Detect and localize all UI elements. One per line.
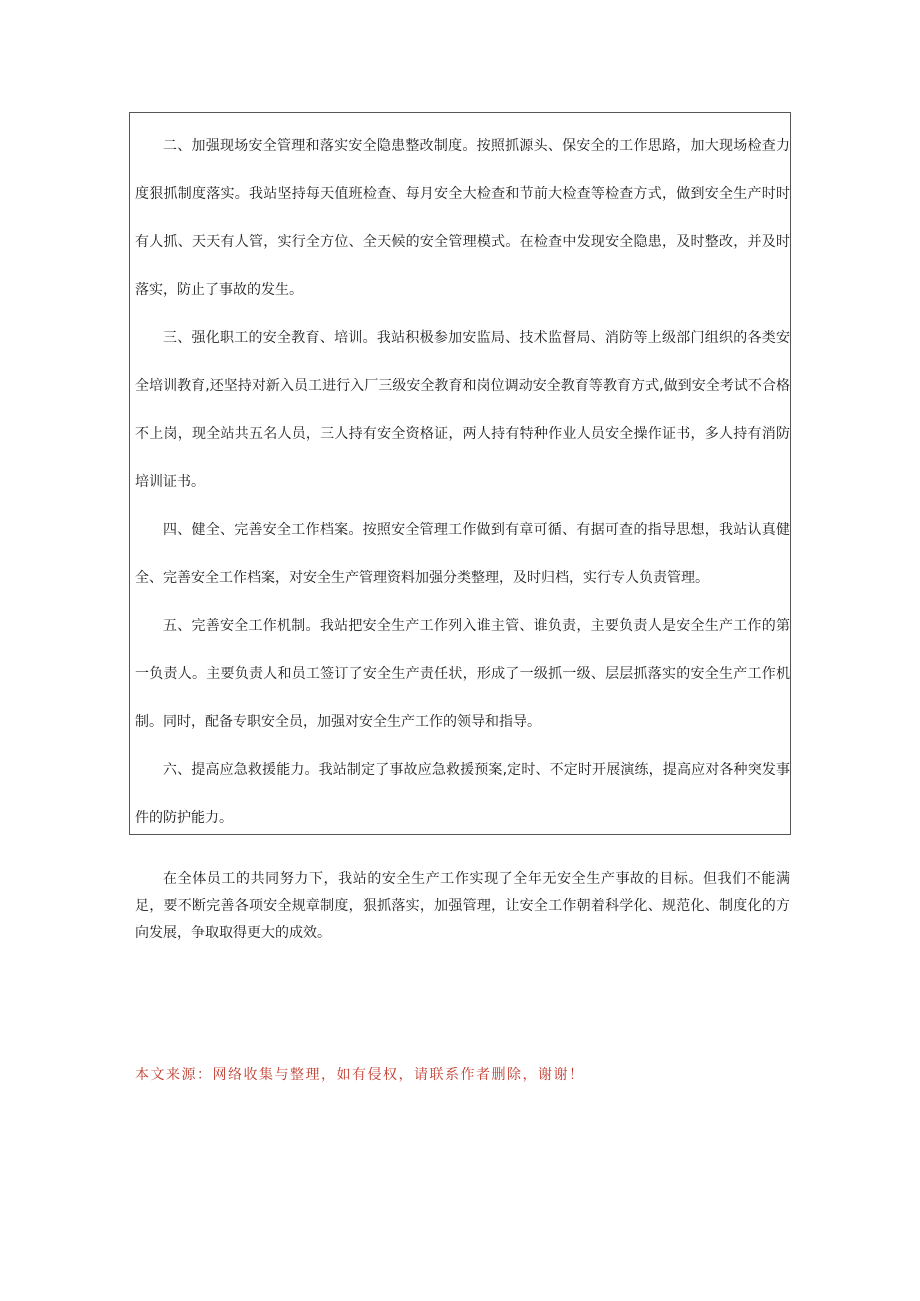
paragraph-safety-archives: 四、健全、完善安全工作档案。按照安全管理工作做到有章可循、有据可查的指导思想，我站认真健全、完善安全工作档案，对安全生产管理资料加强分类整理，及时归档，实行专人负责管理。: [135, 522, 790, 586]
paragraph-emergency-rescue: 六、提高应急救援能力。我站制定了事故应急救援预案,定时、不定时开展演练，提高应对各种突发事件的防护能力。: [135, 762, 790, 826]
paragraph-safety-mechanism: 五、完善安全工作机制。我站把安全生产工作列入谁主管、谁负责，主要负责人是安全生产工作的第一负责人。主要负责人和员工签订了安全生产责任状，形成了一级抓一级、层层抓落实的安全生产工作机制。同时，配备专职安全员，加强对安全生产工作的领导和指导。: [135, 618, 790, 730]
closing-paragraph: 在全体员工的共同努力下，我站的安全生产工作实现了全年无安全生产事故的目标。但我们不能满足，要不断完善各项安全规章制度，狠抓落实，加强管理，让安全工作朝着科学化、规范化、制度化的方向发展，争取取得更大的成效。: [135, 871, 790, 941]
source-disclaimer: 本文来源：网络收集与整理，如有侵权，请联系作者删除，谢谢！: [135, 1067, 585, 1083]
paragraph-site-safety-management: 二、加强现场安全管理和落实安全隐患整改制度。按照抓源头、保安全的工作思路，加大现场检查力度狠抓制度落实。我站坚持每天值班检查、每月安全大检查和节前大检查等检查方式，做到安全生产时时有人抓、天天有人管，实行全方位、全天候的安全管理模式。在检查中发现安全隐患，及时整改，并及时落实，防止了事故的发生。: [135, 138, 790, 298]
paragraph-safety-education-training: 三、强化职工的安全教育、培训。我站积极参加安监局、技术监督局、消防等上级部门组织的各类安全培训教育,还坚持对新入员工进行入厂三级安全教育和岗位调动安全教育等教育方式,做到安全考试不合格不上岗，现全站共五名人员，三人持有安全资格证，两人持有特种作业人员安全操作证书，多人持有消防培训证书。: [135, 330, 790, 490]
